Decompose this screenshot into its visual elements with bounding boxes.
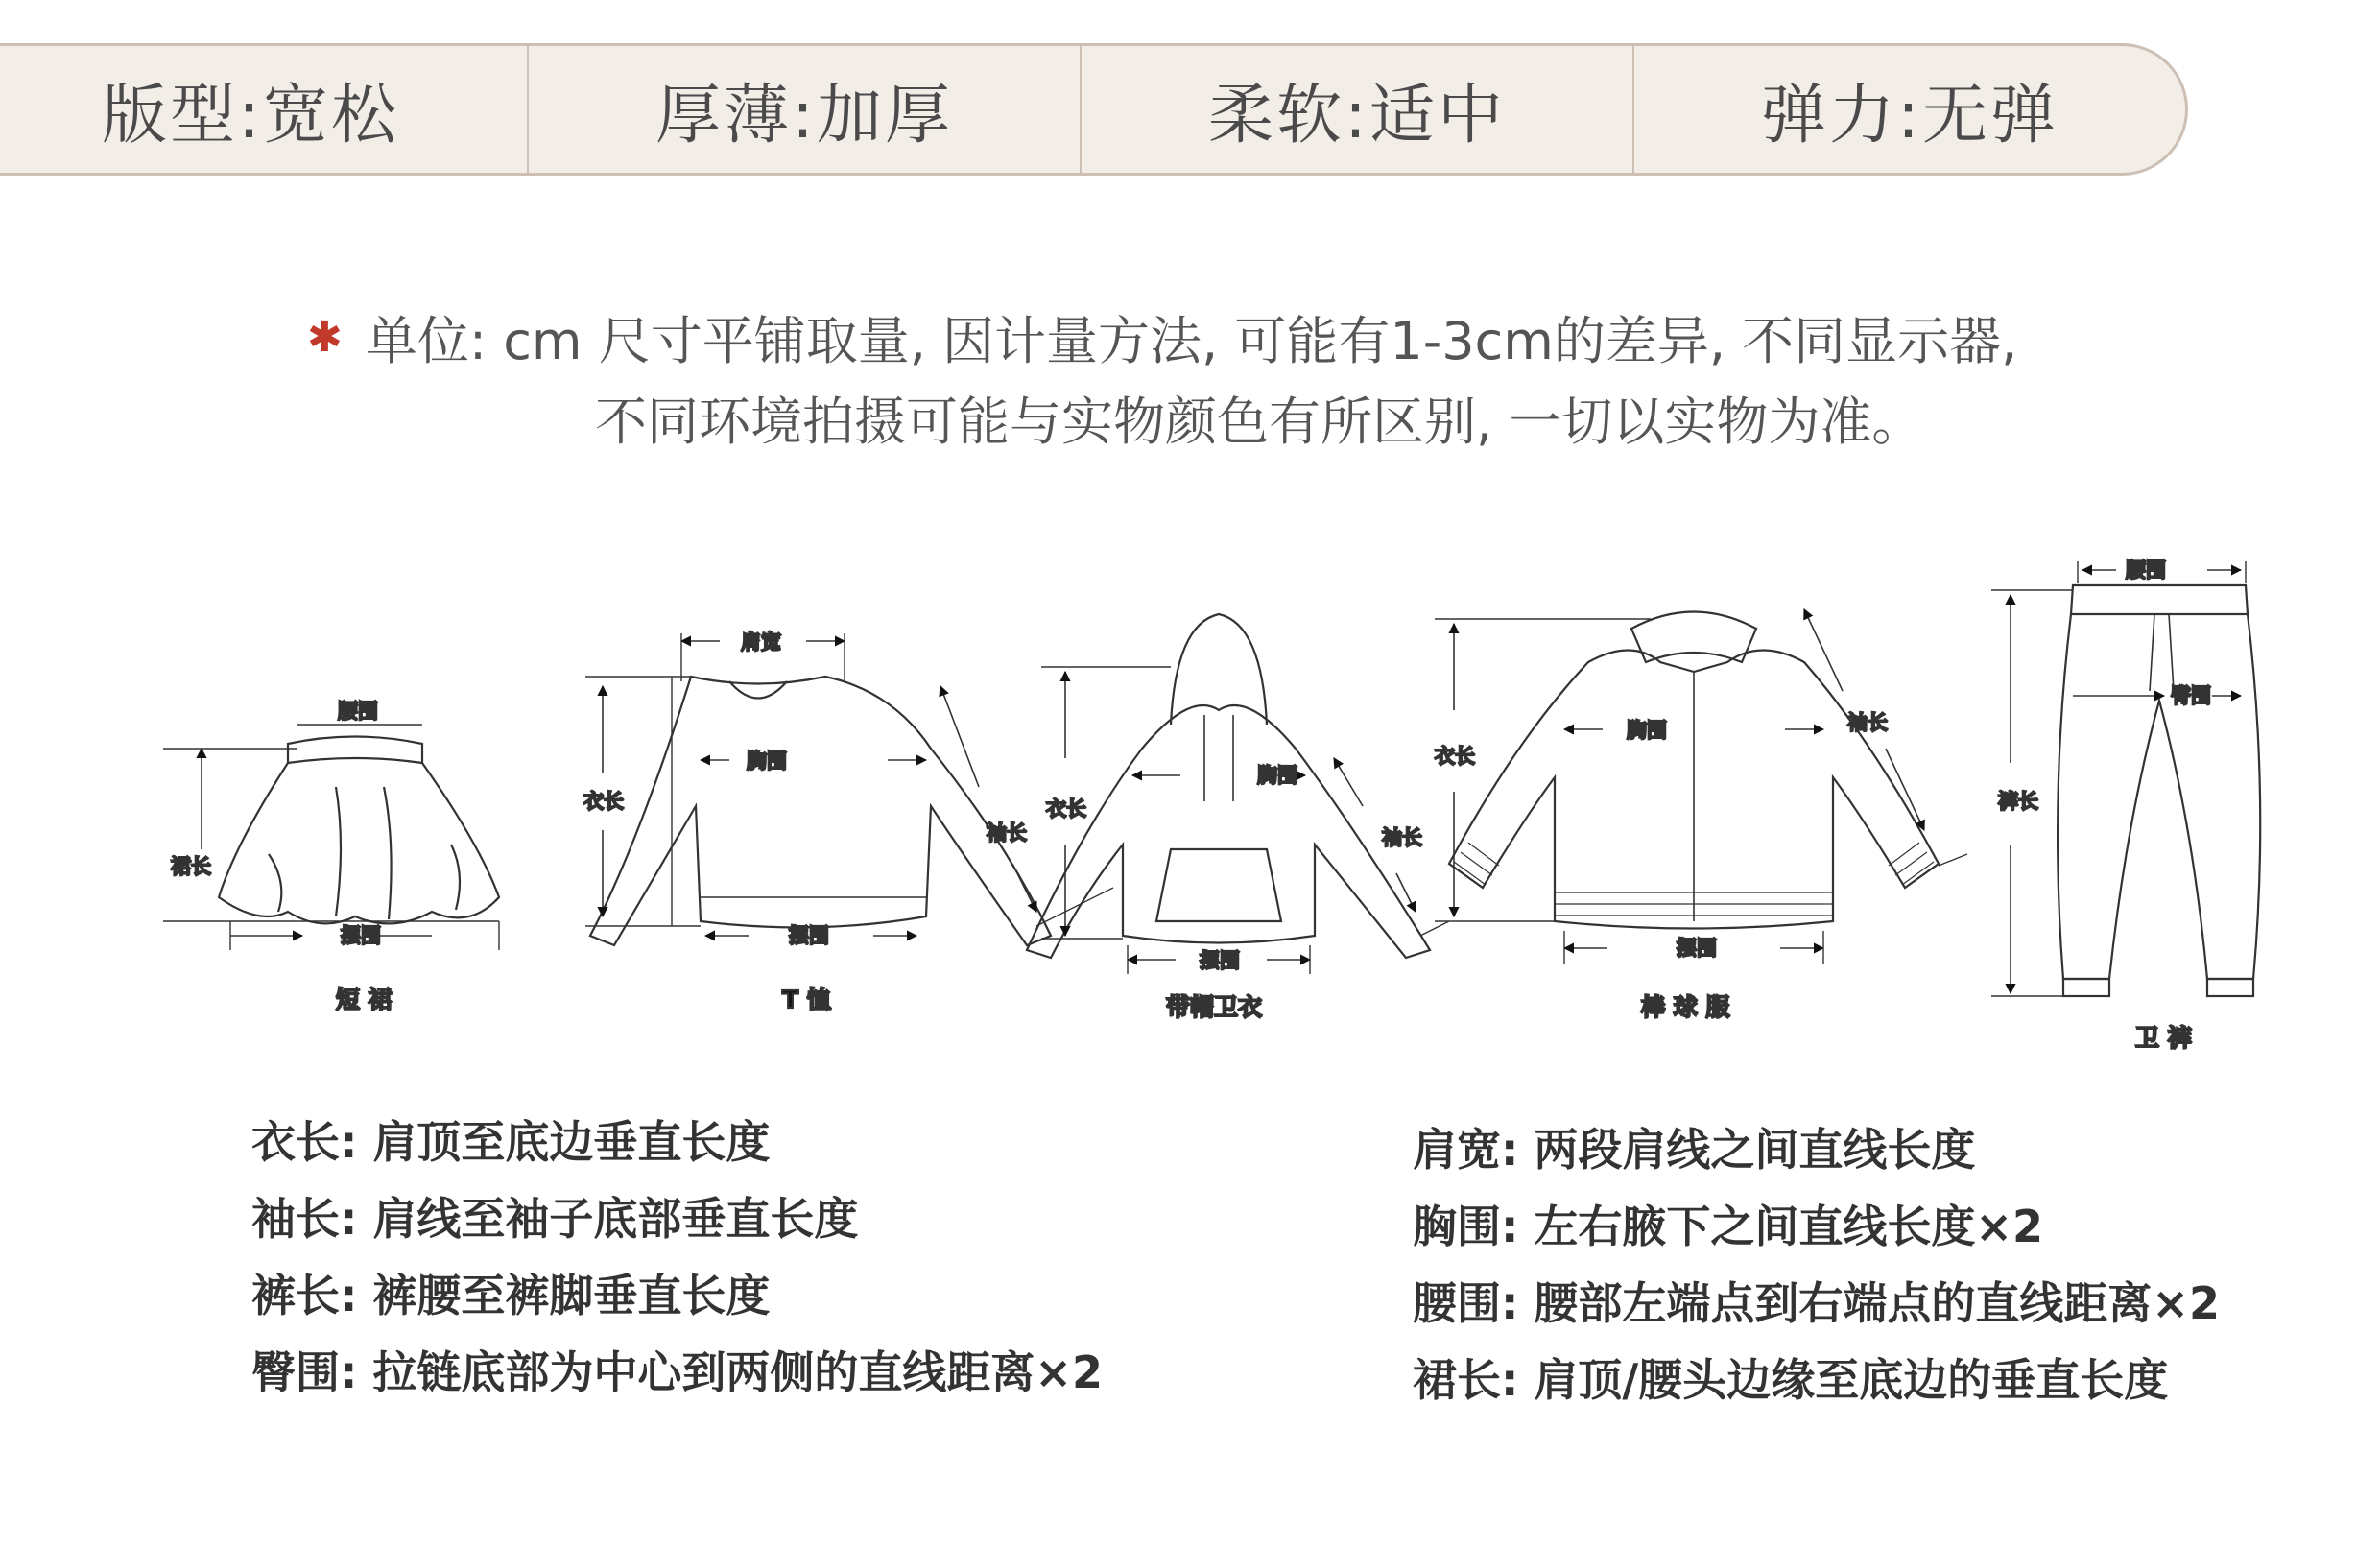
skirt-drawing [163, 725, 499, 950]
tshirt-length-label: 衣长 [583, 790, 624, 813]
baseball-length-label: 衣长 [1435, 745, 1475, 768]
note-line-1: 单位: cm 尺寸平铺取量, 因计量方法, 可能有1-3cm的差异, 不同显示器, [365, 311, 2018, 371]
hoodie-chest-label: 胸围 [1257, 764, 1297, 787]
baseball-sleeve-label: 袖长 [1847, 711, 1888, 734]
attribute-softness-value: 适中 [1368, 77, 1506, 154]
tshirt-hem-label: 摆围 [789, 924, 829, 947]
definitions-right [1413, 1111, 2220, 1418]
attribute-fit [0, 46, 527, 173]
sweatpants-drawing [1991, 561, 2260, 996]
tshirt-drawing [585, 633, 1113, 945]
hoodie-length-label: 衣长 [1046, 797, 1086, 821]
hoodie-sleeve-label: 袖长 [1382, 826, 1422, 849]
definition-item: 胸围: 左右腋下之间直线长度×2 [1413, 1201, 2043, 1252]
pants-waist-label: 腰围 [2126, 559, 2166, 582]
definition-item: 袖长: 肩线至袖子底部垂直长度 [251, 1193, 859, 1245]
attribute-bar [0, 43, 2188, 176]
definitions-left [251, 1104, 1103, 1411]
baseball-chest-label: 胸围 [1627, 719, 1667, 742]
garment-diagram-svg [144, 557, 2284, 1075]
skirt-name: 短 裙 [336, 986, 393, 1013]
measurement-note [307, 298, 2178, 463]
asterisk-icon: ✱ [307, 313, 343, 362]
hoodie-hem-label: 摆围 [1200, 949, 1240, 972]
definition-item: 腰围: 腰部左端点到右端点的直线距离×2 [1413, 1277, 2220, 1329]
attribute-elasticity [1632, 46, 2185, 173]
attribute-fit-label: 版型: [102, 77, 263, 154]
hoodie-drawing [1027, 614, 1449, 974]
skirt-waist-label: 腰围 [338, 700, 378, 723]
tshirt-shoulder-label: 肩宽 [741, 631, 781, 654]
attribute-thickness-label: 厚薄: [655, 77, 817, 154]
definition-item: 肩宽: 两段肩线之间直线长度 [1413, 1124, 1976, 1176]
tshirt-name: T 恤 [782, 986, 831, 1013]
definition-item: 臀围: 拉链底部为中心到两侧的直线距离×2 [251, 1346, 1103, 1398]
baseball-name: 棒 球 服 [1641, 993, 1730, 1021]
note-line-2: 不同环境拍摄可能与实物颜色有所区别, 一切以实物为准。 [595, 392, 1924, 452]
tshirt-chest-label: 胸围 [747, 750, 787, 773]
pants-hip-label: 臀围 [2171, 684, 2211, 707]
tshirt-sleeve-label: 袖长 [987, 821, 1027, 845]
attribute-softness [1080, 46, 1632, 173]
attribute-thickness [527, 46, 1080, 173]
garment-measurement-diagram [144, 557, 2284, 1075]
attribute-thickness-value: 加厚 [816, 77, 953, 154]
pants-name: 卫 裤 [2135, 1024, 2192, 1052]
attribute-fit-value: 宽松 [262, 77, 399, 154]
definition-item: 裙长: 肩顶/腰头边缘至底边的垂直长度 [1413, 1354, 2169, 1406]
definition-item: 裤长: 裤腰至裤脚垂直长度 [251, 1270, 771, 1321]
attribute-elasticity-value: 无弹 [1921, 77, 2059, 154]
hoodie-name: 带帽卫衣 [1166, 993, 1263, 1021]
attribute-softness-label: 柔软: [1208, 77, 1369, 154]
definition-item: 衣长: 肩顶至底边垂直长度 [251, 1116, 771, 1168]
skirt-length-label: 裙长 [171, 855, 211, 878]
pants-length-label: 裤长 [1998, 790, 2038, 813]
attribute-elasticity-label: 弹力: [1761, 77, 1922, 154]
baseball-jacket-drawing [1435, 609, 1967, 964]
baseball-hem-label: 摆围 [1677, 937, 1717, 960]
skirt-hem-label: 摆围 [341, 924, 381, 947]
